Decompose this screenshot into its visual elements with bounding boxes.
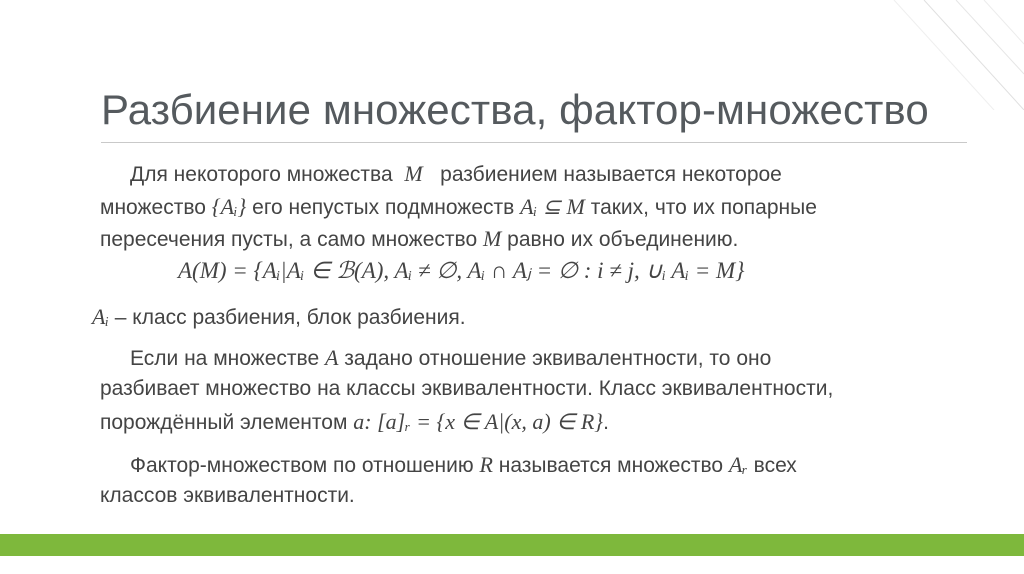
p4-line1-text-c: всех [753, 454, 797, 477]
p1-line2-math2: Aᵢ ⊆ M [520, 194, 585, 219]
p4-line1-text-b: называется множество [498, 454, 724, 477]
p3-line3 [100, 409, 609, 435]
p1-line3-text-b: равно их объединению. [507, 228, 739, 251]
p1-line1-math: M [404, 161, 423, 186]
p3-line3-text-a: порождённый элементом [100, 411, 348, 434]
p2-math: Aᵢ [92, 304, 109, 329]
p1-line2-text-a: множество [100, 196, 206, 219]
p4-line1-math2: Aᵣ [728, 452, 748, 477]
p1-line3-math: M [482, 226, 502, 251]
p3-line1 [130, 345, 771, 371]
accent-bar [0, 534, 1024, 556]
p1-line1-text-b: разбиением называется некоторое [440, 163, 782, 186]
p3-line3-text-b: . [603, 411, 609, 434]
p1-line2-text-b: его непустых подмножеств [252, 196, 515, 219]
p4-line2: классов эквивалентности. [100, 484, 355, 507]
p3-line2: разбивает множество на классы эквивалентности. Класс эквивалентности, [100, 377, 834, 400]
p3-line1-text-a: Если на множестве [130, 347, 320, 370]
p4-line1-math: R [479, 452, 493, 477]
p3-line1-math: A [324, 345, 339, 370]
p4-line1-text-a: Фактор-множеством по отношению [130, 454, 474, 477]
slide-title: Разбиение множества, фактор-множество [101, 86, 929, 133]
p2-line [92, 304, 466, 330]
p1-line2-math: {Aᵢ} [211, 194, 247, 219]
p1-line3-text-a: пересечения пусты, а само множество [100, 228, 478, 251]
title-divider [101, 142, 967, 143]
p1-line1-text-a: Для некоторого множества [130, 163, 393, 186]
p4-line1 [130, 452, 797, 478]
formula-partition: A(M) = {Aᵢ|Aᵢ ∈ ℬ(A), Aᵢ ≠ ∅, Aᵢ ∩ Aⱼ = ∅ : i ≠ j, ∪ᵢ Aᵢ = M} [178, 258, 745, 283]
p3-line1-text-b: задано отношение эквивалентности, то оно [344, 347, 772, 370]
p1-line2-text-c: таких, что их попарные [590, 196, 817, 219]
p1-line3 [100, 226, 738, 252]
p1-line1 [130, 161, 782, 187]
p3-line3-math: a: [a]ᵣ = {x ∈ A|(x, a) ∈ R} [353, 409, 604, 434]
p2-text: – класс разбиения, блок разбиения. [114, 306, 466, 329]
p1-line2 [100, 194, 817, 220]
